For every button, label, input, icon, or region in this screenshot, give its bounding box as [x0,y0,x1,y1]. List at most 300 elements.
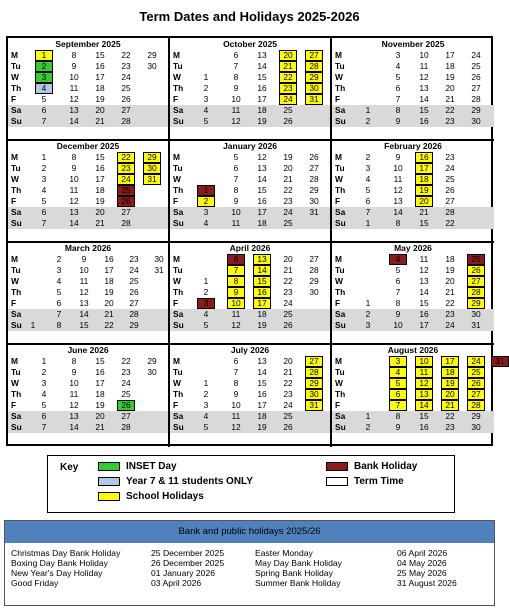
date-cell: 18 [445,61,455,71]
day-row [8,389,168,400]
day-row [8,152,168,163]
date-cell: 15 [79,320,89,330]
date-cell: 17 [253,298,271,309]
date-cell: 9 [395,152,401,162]
date-cell: 19 [415,185,433,196]
date-cell: 8 [56,320,62,330]
date-cell: 15 [419,298,429,308]
weekday-label: W [335,378,343,388]
date-cell: 9 [395,309,401,319]
date-cell: 12 [257,152,267,162]
bank-holiday-swatch [326,462,348,471]
month-name: January 2026 [223,141,277,151]
day-row [332,152,494,163]
weekday-label: M [173,50,180,60]
day-row [8,367,168,378]
day-row [170,389,330,400]
month-july-2026 [170,344,332,447]
date-cell: 27 [121,207,131,217]
month-august-2026 [332,344,505,447]
date-cell: 17 [257,400,267,410]
day-row [170,411,330,422]
date-cell: 23 [283,196,293,206]
weekday-label: W [335,276,343,286]
date-cell: 10 [231,400,241,410]
weekday-label: Tu [11,367,21,377]
date-cell: 27 [305,356,323,367]
date-cell: 20 [283,254,293,264]
day-row [8,50,168,61]
date-cell: 12 [69,94,79,104]
date-cell: 16 [415,152,433,163]
weekday-label: Th [335,287,346,297]
date-cell: 26 [129,287,139,297]
date-cell: 2 [203,83,209,93]
weekday-label: Sa [335,309,346,319]
holiday-name: Easter Monday [255,548,313,558]
date-cell: 2 [203,389,209,399]
date-cell: 24 [471,50,481,60]
day-row [170,174,330,185]
date-cell: 2 [365,152,371,162]
month-may-2026 [332,242,494,345]
date-cell: 2 [197,196,215,207]
date-cell: 25 [121,83,131,93]
holiday-date: 03 April 2026 [151,578,202,588]
legend-label-term-time: Term Time [354,476,404,487]
date-cell: 26 [117,196,135,207]
date-cell: 13 [257,50,267,60]
date-cell: 30 [305,83,323,94]
date-cell: 30 [471,422,481,432]
month-march-2026 [8,242,170,345]
date-cell: 17 [419,320,429,330]
date-cell: 11 [231,411,241,421]
day-row [170,356,330,367]
day-row [8,356,168,367]
day-row [332,265,494,276]
date-cell: 13 [79,298,89,308]
date-cell: 27 [121,411,131,421]
date-cell: 6 [41,207,47,217]
date-cell: 15 [257,378,267,388]
day-row [170,185,330,196]
date-cell: 5 [41,400,47,410]
day-row [8,72,168,83]
date-cell: 2 [365,116,371,126]
date-cell: 25 [283,218,293,228]
date-cell: 2 [56,254,62,264]
weekday-label: W [173,378,181,388]
bank-holidays-table [4,520,495,606]
month-name: August 2026 [387,345,439,355]
day-row [8,185,168,196]
date-cell: 12 [231,116,241,126]
date-cell: 10 [393,320,403,330]
date-cell: 14 [69,422,79,432]
weekday-label: F [11,94,17,104]
date-cell: 28 [121,218,131,228]
date-cell: 21 [441,400,459,411]
weekday-label: W [11,378,19,388]
date-cell: 8 [71,152,77,162]
weekday-label: Sa [173,411,184,421]
date-cell: 17 [415,163,433,174]
weekday-label: Su [335,116,346,126]
day-row [170,309,330,320]
date-cell: 3 [365,320,371,330]
month-september-2025 [8,38,170,141]
date-cell: 10 [231,94,241,104]
date-cell: 7 [389,400,407,411]
weekday-label: M [11,50,18,60]
date-cell: 19 [445,72,455,82]
date-cell: 25 [283,309,293,319]
date-cell: 18 [95,185,105,195]
day-row [332,105,494,116]
day-row [8,163,168,174]
date-cell: 9 [71,163,77,173]
month-november-2025 [332,38,494,141]
date-cell: 12 [69,400,79,410]
date-cell: 4 [203,309,209,319]
date-cell: 23 [117,163,135,174]
day-row [170,287,330,298]
legend-label-bank-holiday: Bank Holiday [354,461,418,472]
weekday-label: M [335,356,342,366]
date-cell: 30 [471,309,481,319]
weekday-label: Th [11,185,22,195]
date-cell: 3 [203,94,209,104]
date-cell: 26 [445,185,455,195]
date-cell: 27 [309,254,319,264]
date-cell: 25 [129,276,139,286]
weekday-label: Tu [11,265,21,275]
day-row [332,422,494,433]
weekday-label: M [335,152,342,162]
day-row [8,116,168,127]
date-cell: 25 [471,61,481,71]
date-cell: 26 [309,152,319,162]
weekday-label: Sa [335,207,346,217]
date-cell: 3 [389,356,407,367]
date-cell: 28 [467,400,485,411]
date-cell: 14 [69,218,79,228]
date-cell: 30 [143,163,161,174]
weekday-label: W [11,174,19,184]
date-cell: 12 [69,196,79,206]
date-cell: 24 [121,378,131,388]
date-cell: 7 [41,116,47,126]
date-cell: 4 [203,218,209,228]
weekday-label: F [173,298,179,308]
weekday-label: Su [11,218,22,228]
weekday-label: Su [173,218,184,228]
legend-label-year7-11: Year 7 & 11 students ONLY [126,476,253,487]
holiday-date: 06 April 2026 [397,548,448,558]
date-cell: 15 [253,276,271,287]
date-cell: 7 [56,309,62,319]
weekday-label: Th [173,287,184,297]
day-row [8,298,168,309]
date-cell: 1 [35,50,53,61]
date-cell: 3 [395,50,401,60]
day-row [332,72,494,83]
month-name: October 2025 [223,39,277,49]
date-cell: 17 [257,94,267,104]
date-cell: 22 [283,378,293,388]
month-october-2025 [170,38,332,141]
date-cell: 24 [121,72,131,82]
weekday-label: W [335,174,343,184]
date-cell: 9 [395,422,401,432]
legend [47,455,455,513]
date-cell: 12 [231,320,241,330]
date-cell: 20 [415,196,433,207]
day-row [8,196,168,207]
date-cell: 17 [104,265,114,275]
date-cell: 14 [393,207,403,217]
date-cell: 15 [419,105,429,115]
date-cell: 22 [117,152,135,163]
date-cell: 16 [257,196,267,206]
date-cell: 5 [41,94,47,104]
weekday-label: W [11,276,19,286]
month-name: September 2025 [55,39,121,49]
date-cell: 10 [393,163,403,173]
weekday-label: F [335,94,341,104]
date-cell: 4 [365,174,371,184]
date-cell: 9 [233,389,239,399]
date-cell: 12 [393,185,403,195]
date-cell: 3 [365,163,371,173]
day-row [332,378,494,389]
date-cell: 29 [143,152,161,163]
date-cell: 3 [197,298,215,309]
date-cell: 4 [203,411,209,421]
date-cell: 5 [203,320,209,330]
date-cell: 13 [69,105,79,115]
date-cell: 16 [257,83,267,93]
weekday-label: Tu [11,163,21,173]
day-row [170,105,330,116]
date-cell: 19 [104,287,114,297]
date-cell: 23 [445,422,455,432]
day-row [170,218,330,229]
weekday-label: Tu [335,265,345,275]
date-cell: 19 [95,196,105,206]
date-cell: 8 [71,356,77,366]
date-cell: 29 [467,298,485,309]
date-cell: 21 [279,61,297,72]
date-cell: 24 [283,207,293,217]
weekday-label: F [335,400,341,410]
date-cell: 9 [395,116,401,126]
day-row [170,378,330,389]
date-cell: 6 [56,298,62,308]
weekday-label: Su [11,320,22,330]
day-row [170,400,330,411]
date-cell: 23 [129,254,139,264]
day-row [332,207,494,218]
date-cell: 8 [395,105,401,115]
date-cell: 6 [395,276,401,286]
date-cell: 24 [279,94,297,105]
month-name: December 2025 [56,141,120,151]
date-cell: 18 [257,411,267,421]
date-cell: 24 [467,356,485,367]
day-row [170,61,330,72]
date-cell: 18 [95,389,105,399]
date-cell: 11 [231,309,241,319]
date-cell: 20 [104,298,114,308]
day-row [170,254,330,265]
date-cell: 22 [104,320,114,330]
month-december-2025 [8,140,170,243]
date-cell: 31 [154,265,164,275]
date-cell: 9 [233,83,239,93]
date-cell: 30 [309,196,319,206]
day-row [170,72,330,83]
date-cell: 26 [117,400,135,411]
day-row [170,163,330,174]
date-cell: 22 [283,276,293,286]
date-cell: 6 [233,50,239,60]
weekday-label: M [11,356,18,366]
day-row [170,422,330,433]
date-cell: 22 [445,105,455,115]
holiday-date: 31 August 2026 [397,578,457,588]
date-cell: 11 [69,83,79,93]
date-cell: 16 [95,367,105,377]
day-row [332,50,494,61]
date-cell: 4 [389,254,407,265]
weekday-label: Th [173,389,184,399]
date-cell: 11 [231,105,241,115]
weekday-label: Th [173,83,184,93]
date-cell: 8 [227,276,245,287]
day-row [332,287,494,298]
date-cell: 5 [365,185,371,195]
day-row [332,61,494,72]
weekday-label: Tu [173,265,183,275]
date-cell: 1 [365,411,371,421]
weekday-label: F [173,400,179,410]
date-cell: 7 [227,265,245,276]
day-row [170,320,330,331]
date-cell: 13 [253,254,271,265]
date-cell: 3 [35,72,53,83]
date-cell: 19 [257,116,267,126]
day-row [170,207,330,218]
weekday-label: Th [11,83,22,93]
month-name: November 2025 [381,39,445,49]
date-cell: 5 [389,378,407,389]
day-row [170,116,330,127]
date-cell: 3 [203,207,209,217]
day-row [8,400,168,411]
date-cell: 13 [415,389,433,400]
weekday-label: W [173,276,181,286]
date-cell: 21 [445,287,455,297]
weekday-label: F [173,196,179,206]
date-cell: 6 [233,163,239,173]
date-cell: 10 [69,174,79,184]
weekday-label: M [173,152,180,162]
weekday-label: M [173,356,180,366]
date-cell: 3 [41,378,47,388]
date-cell: 17 [95,72,105,82]
day-row [8,422,168,433]
date-cell: 19 [257,422,267,432]
date-cell: 17 [95,378,105,388]
date-cell: 15 [95,356,105,366]
date-cell: 16 [104,254,114,264]
weekday-label: F [335,298,341,308]
date-cell: 22 [279,72,297,83]
date-cell: 26 [467,265,485,276]
weekday-label: M [11,152,18,162]
weekday-label: Tu [173,367,183,377]
day-row [170,196,330,207]
month-name: March 2026 [64,243,112,253]
date-cell: 6 [41,105,47,115]
date-cell: 30 [147,367,157,377]
weekday-label: Su [173,320,184,330]
date-cell: 10 [69,72,79,82]
date-cell: 31 [471,320,481,330]
date-cell: 3 [41,174,47,184]
date-cell: 22 [445,218,455,228]
holiday-date: 25 May 2026 [397,568,447,578]
date-cell: 6 [41,411,47,421]
date-cell: 7 [395,94,401,104]
date-cell: 13 [419,276,429,286]
date-cell: 18 [257,309,267,319]
date-cell: 23 [445,152,455,162]
date-cell: 6 [389,389,407,400]
date-cell: 18 [415,174,433,185]
date-cell: 28 [129,309,139,319]
date-cell: 5 [203,422,209,432]
date-cell: 2 [35,61,53,72]
weekday-label: F [11,196,17,206]
date-cell: 22 [121,50,131,60]
date-cell: 6 [395,83,401,93]
date-cell: 5 [395,265,401,275]
date-cell: 1 [203,72,209,82]
holiday-name: Boxing Day Bank Holiday [11,558,108,568]
weekday-label: M [173,254,180,264]
holiday-name: Christmas Day Bank Holiday [11,548,121,558]
date-cell: 21 [419,207,429,217]
date-cell: 30 [305,389,323,400]
weekday-label: Tu [173,61,183,71]
date-cell: 23 [283,389,293,399]
date-cell: 21 [95,218,105,228]
month-name: April 2026 [229,243,271,253]
day-row [8,411,168,422]
date-cell: 4 [56,276,62,286]
date-cell: 7 [365,207,371,217]
day-row [8,174,168,185]
date-cell: 16 [253,287,271,298]
date-cell: 8 [71,50,77,60]
date-cell: 28 [309,265,319,275]
date-cell: 14 [257,61,267,71]
date-cell: 27 [467,276,485,287]
day-row [332,389,494,400]
